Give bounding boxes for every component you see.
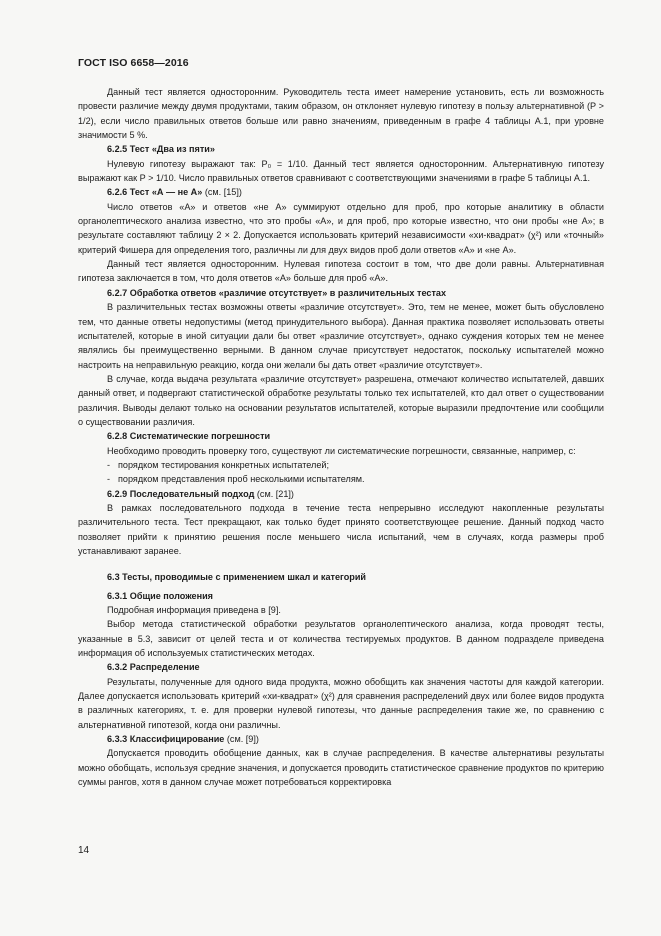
section-heading [78,142,604,156]
list-bullet: - [107,459,111,470]
body-paragraph: Выбор метода статистической обработки результатов органолептического анализа, когда проводят тесты, указанные в 5.3, зависит от целей теста и от количества тестируемых продуктов. В данном подразделе приведена информация об используемых статистических методах. [78,619,604,659]
section-heading-title: 6.2.5 Тест «Два из пяти» [107,144,215,155]
body-paragraph: Данный тест является односторонним. Нулевая гипотеза состоит в том, что две доли равны. Альтернативная гипотеза заключается в том, что доля ответов «А» больше для проб «А». [78,259,604,284]
list-bullet: - [107,474,111,485]
list-item [78,472,604,486]
body-paragraph: Необходимо проводить проверку того, существуют ли систематические погрешности, связанные, например, с: [107,445,576,456]
body-paragraph: Число ответов «А» и ответов «не А» суммируют отдельно для проб, про которые аналитику в области органолептического анализа известно, что это пробы «А», и для проб, про которые известно, что они пробы «не А»; в результате составляют таблицу 2 × 2. Допускается использовать критерий независимости «хи-квадрат» (χ²) или «точный» критерий Фишера для определения того, различны ли для двух видов проб доли ответов «А» и «не А». [78,201,604,255]
section-heading [78,589,604,603]
section-heading [78,660,604,674]
section-heading [78,429,604,443]
section-heading-title: 6.2.6 Тест «А — не А» [107,187,203,198]
section-heading [78,487,604,501]
body-paragraph: Результаты, полученные для одного вида продукта, можно обобщить как значения частоты для каждой категории. Далее допускается использовать критерий «хи-квадрат» (χ²) для сравнения распределений двух или более видов продукта в различных категориях, т. е. для проверки нулевой гипотезы, что данные распределения такие же, по сравнению с альтернативной гипотезой, когда они различны. [78,676,604,730]
document-header: ГОСТ ISO 6658—2016 [78,57,189,69]
section-heading [78,732,604,746]
section-heading-title: 6.2.9 Последовательный подход [107,488,255,499]
body-paragraph: Нулевую гипотезу выражают так: P₀ = 1/10. Данный тест является односторонним. Альтернативную гипотезу выражают как P > 1/10. Число правильных ответов сравнивают с соответствующими значениями в графе 5 таблицы А.1. [78,158,604,184]
section-heading-title: 6.3.1 Общие положения [107,590,213,601]
section-heading [78,286,604,300]
section-heading-title: 6.2.8 Систематические погрешности [107,431,271,442]
body-paragraph: В рамках последовательного подхода в течение теста непрерывно исследуют накопленные результаты различительного теста. Тест прекращают, как только будет принято соответствующее решение. Данный подход часто позволяет прийти к принятию решения после меньшего числа испытаний, чем в случаях, когда размеры проб устанавливают заранее. [78,502,604,556]
body-paragraph: В различительных тестах возможны ответы «различие отсутствует». Это, тем не менее, может быть обусловлено тем, что данные ответы недопустимы (метод принудительного выбора). Данная практика позволяет использовать ответы испытателей, которые в иной ситуации дали бы ответ «различие отсутствует», однако суждения которых тем не менее являлись бы преимущественно верными. В данном случае присутствует недостаток, поскольку испытателей можно настроить на неправильную реакцию, когда они желали бы дать ответ «различие отсутствует». [78,302,604,370]
body-paragraph: Данный тест является односторонним. Руководитель теста имеет намерение установить, есть ли возможность провести различие между двумя продуктами, таким образом, он отклоняет нулевую гипотезу в пользу альтернативной (P > 1/2), если число правильных ответов больше или равно значениям, приведенным в графе 4 таблицы А.1, при уровне значимости 5 %. [78,87,604,141]
section-heading-title: 6.3.3 Классифицирование [107,734,225,745]
section-heading [78,185,604,199]
list-item [78,458,604,472]
section-heading-reference: (см. [15]) [202,187,242,198]
section-heading-reference: (см. [9]) [224,734,259,745]
page-number: 14 [78,845,90,856]
section-heading-title: 6.3.2 Распределение [107,662,200,673]
body-paragraph: Допускается проводить обобщение данных, как в случае распределения. В качестве альтернативы результаты можно обобщать, используя средние значения, и допускается проводить статистическое сравнение продуктов по критерию суммы рангов, хотя в данном случае может потребоваться корректировка [78,748,604,788]
section-heading-title: 6.2.7 Обработка ответов «различие отсутствует» в различительных тестах [107,287,447,298]
body-paragraph: В случае, когда выдача результата «различие отсутствует» разрешена, отмечают количество испытателей, давших данный ответ, и подвергают статистической обработке результаты только тех испытателей, кто дал ответ о существовании различия. Выводы делают только на основании результатов испытателей, которые выразили предпочтение или сообщили о существовании различия. [78,373,604,427]
subsection-heading: 6.3 Тесты, проводимые с применением шкал и категорий [107,572,367,583]
list-item-text: порядком представления проб несколькими испытателям. [118,474,365,485]
section-heading-reference: (см. [21]) [254,488,294,499]
list-item-text: порядком тестирования конкретных испытателей; [118,459,329,470]
document-body [78,85,604,790]
body-paragraph: Подробная информация приведена в [9]. [107,605,281,616]
